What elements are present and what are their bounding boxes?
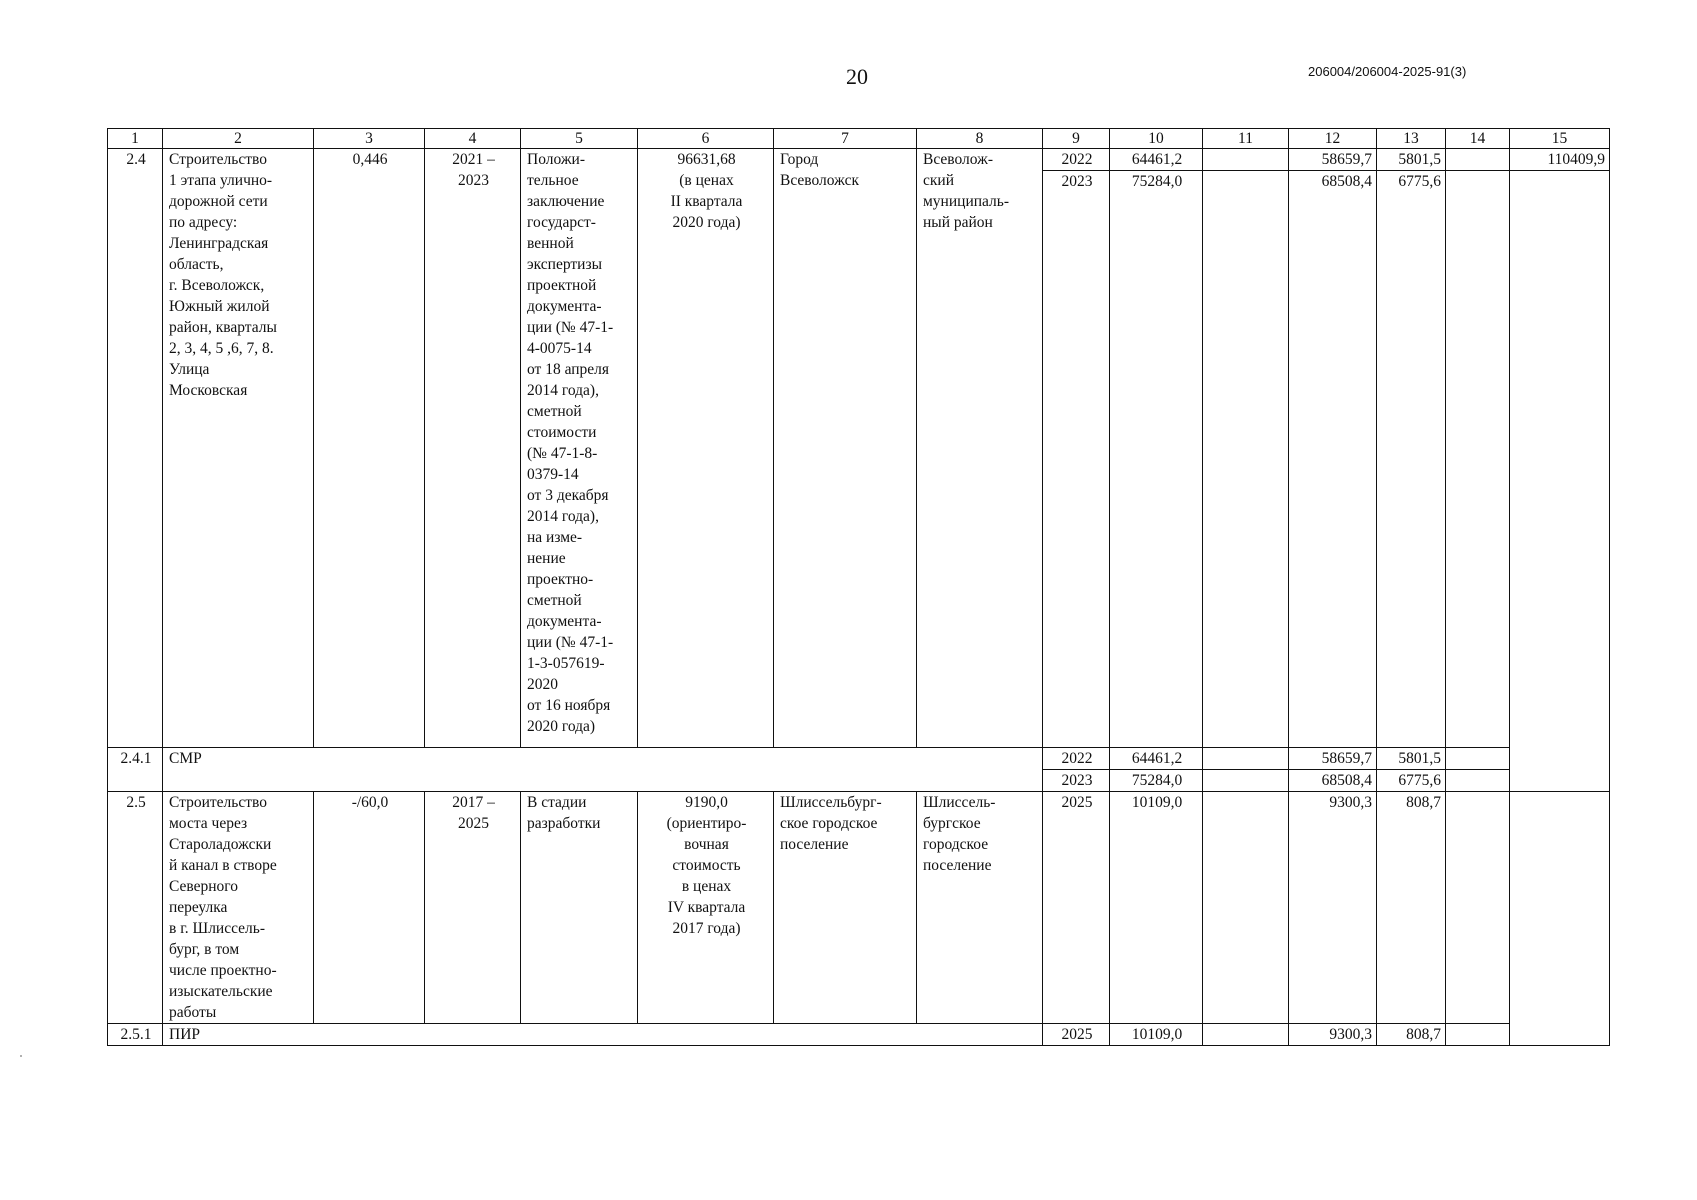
estimated-cost: 9190,0 (ориентиро- вочная стоимость в ценах IV квартала 2017 года) xyxy=(638,792,774,1024)
year: 2022 xyxy=(1043,748,1110,770)
local-amount: 6775,6 xyxy=(1377,770,1446,792)
construction-period: 2021 – 2023 xyxy=(425,149,521,748)
work-type: СМР xyxy=(163,748,1043,792)
document-id: 206004/206004-2025-91(3) xyxy=(1308,64,1467,79)
amount-col-11 xyxy=(1203,748,1289,770)
expertise-info: Положи- тельное заключение государст- венной экспертизы проектной документа- ции (№ 47-1- 4-0075-14 от 18 апреля 2014 года), сметной стоимости (№ 47-1-8- 0379-14 от 3 декабря 2014 года), на изме- нение проектно- сметной документа- ции (№ 47-1- 1-3-057619- 2020 от 16 ноября 2020 года) xyxy=(521,149,638,748)
col-15-empty xyxy=(1510,171,1610,748)
col-header-8: 8 xyxy=(917,129,1043,149)
col-header-9: 9 xyxy=(1043,129,1110,149)
total-amount: 64461,2 xyxy=(1110,748,1203,770)
col-header-6: 6 xyxy=(638,129,774,149)
municipality: Шлиссельбург- ское городское поселение xyxy=(774,792,917,1024)
row-number: 2.5.1 xyxy=(108,1024,163,1046)
col-header-1: 1 xyxy=(108,129,163,149)
amount-col-14 xyxy=(1446,792,1510,1024)
regional-amount: 9300,3 xyxy=(1289,792,1377,1024)
col-header-14: 14 xyxy=(1446,129,1510,149)
row-number: 2.4.1 xyxy=(108,748,163,792)
regional-amount: 68508,4 xyxy=(1289,171,1377,748)
capacity: -/60,0 xyxy=(314,792,425,1024)
amount-col-11 xyxy=(1203,149,1289,171)
amount-col-14 xyxy=(1446,748,1510,770)
total-amount: 10109,0 xyxy=(1110,792,1203,1024)
amount-col-11 xyxy=(1203,770,1289,792)
construction-period: 2017 – 2025 xyxy=(425,792,521,1024)
municipality: Город Всеволожск xyxy=(774,149,917,748)
table-row-2-4 xyxy=(108,149,1610,171)
total-amount: 75284,0 xyxy=(1110,770,1203,792)
local-amount: 5801,5 xyxy=(1377,149,1446,171)
object-name: Строительство моста через Староладожски й канал в створе Северного переулка в г. Шлиссель- бург, в том числе проектно- изыскательские работы xyxy=(163,792,314,1024)
year: 2025 xyxy=(1043,1024,1110,1046)
row-number: 2.5 xyxy=(108,792,163,1024)
col-15-value xyxy=(1510,792,1610,1046)
regional-amount: 58659,7 xyxy=(1289,149,1377,171)
local-amount: 808,7 xyxy=(1377,1024,1446,1046)
capacity: 0,446 xyxy=(314,149,425,748)
col-15-empty xyxy=(1510,748,1610,792)
estimated-cost: 96631,68 (в ценах II квартала 2020 года) xyxy=(638,149,774,748)
page-number: 20 xyxy=(846,64,868,89)
amount-col-14 xyxy=(1446,171,1510,748)
col-header-10: 10 xyxy=(1110,129,1203,149)
amount-col-14 xyxy=(1446,149,1510,171)
local-amount: 5801,5 xyxy=(1377,748,1446,770)
municipal-district: Всеволож- ский муниципаль- ный район xyxy=(917,149,1043,748)
expertise-info: В стадии разработки xyxy=(521,792,638,1024)
row-number: 2.4 xyxy=(108,149,163,748)
amount-col-11 xyxy=(1203,171,1289,748)
total-amount: 64461,2 xyxy=(1110,149,1203,171)
work-type: ПИР xyxy=(163,1024,1043,1046)
year: 2022 xyxy=(1043,149,1110,171)
scan-speck xyxy=(20,1055,22,1057)
amount-col-14 xyxy=(1446,770,1510,792)
regional-amount: 9300,3 xyxy=(1289,1024,1377,1046)
regional-amount: 58659,7 xyxy=(1289,748,1377,770)
total-amount: 75284,0 xyxy=(1110,171,1203,748)
col-header-7: 7 xyxy=(774,129,917,149)
object-name: Строительство 1 этапа улично- дорожной сети по адресу: Ленинградская область, г. Всеволожск, Южный жилой район, кварталы 2, 3, 4, 5 ,6, 7, 8. Улица Московская xyxy=(163,149,314,748)
table-row-2-5-1 xyxy=(108,1024,1610,1046)
col-header-3: 3 xyxy=(314,129,425,149)
col-header-13: 13 xyxy=(1377,129,1446,149)
local-amount: 6775,6 xyxy=(1377,171,1446,748)
col-header-4: 4 xyxy=(425,129,521,149)
amount-col-14 xyxy=(1446,1024,1510,1046)
local-amount: 808,7 xyxy=(1377,792,1446,1024)
col-header-2: 2 xyxy=(163,129,314,149)
total-amount: 10109,0 xyxy=(1110,1024,1203,1046)
municipal-district: Шлиссель- бургское городское поселение xyxy=(917,792,1043,1024)
col-header-5: 5 xyxy=(521,129,638,149)
amount-col-11 xyxy=(1203,792,1289,1024)
year: 2023 xyxy=(1043,171,1110,748)
year: 2023 xyxy=(1043,770,1110,792)
col-header-12: 12 xyxy=(1289,129,1377,149)
column-number-row xyxy=(108,129,1610,149)
col-header-15: 15 xyxy=(1510,129,1610,149)
table-row-2-4-1 xyxy=(108,748,1610,770)
col-15-value: 110409,9 xyxy=(1510,149,1610,171)
table-row-2-5 xyxy=(108,792,1610,1024)
regional-amount: 68508,4 xyxy=(1289,770,1377,792)
program-table xyxy=(107,128,1610,1046)
col-header-11: 11 xyxy=(1203,129,1289,149)
year: 2025 xyxy=(1043,792,1110,1024)
amount-col-11 xyxy=(1203,1024,1289,1046)
